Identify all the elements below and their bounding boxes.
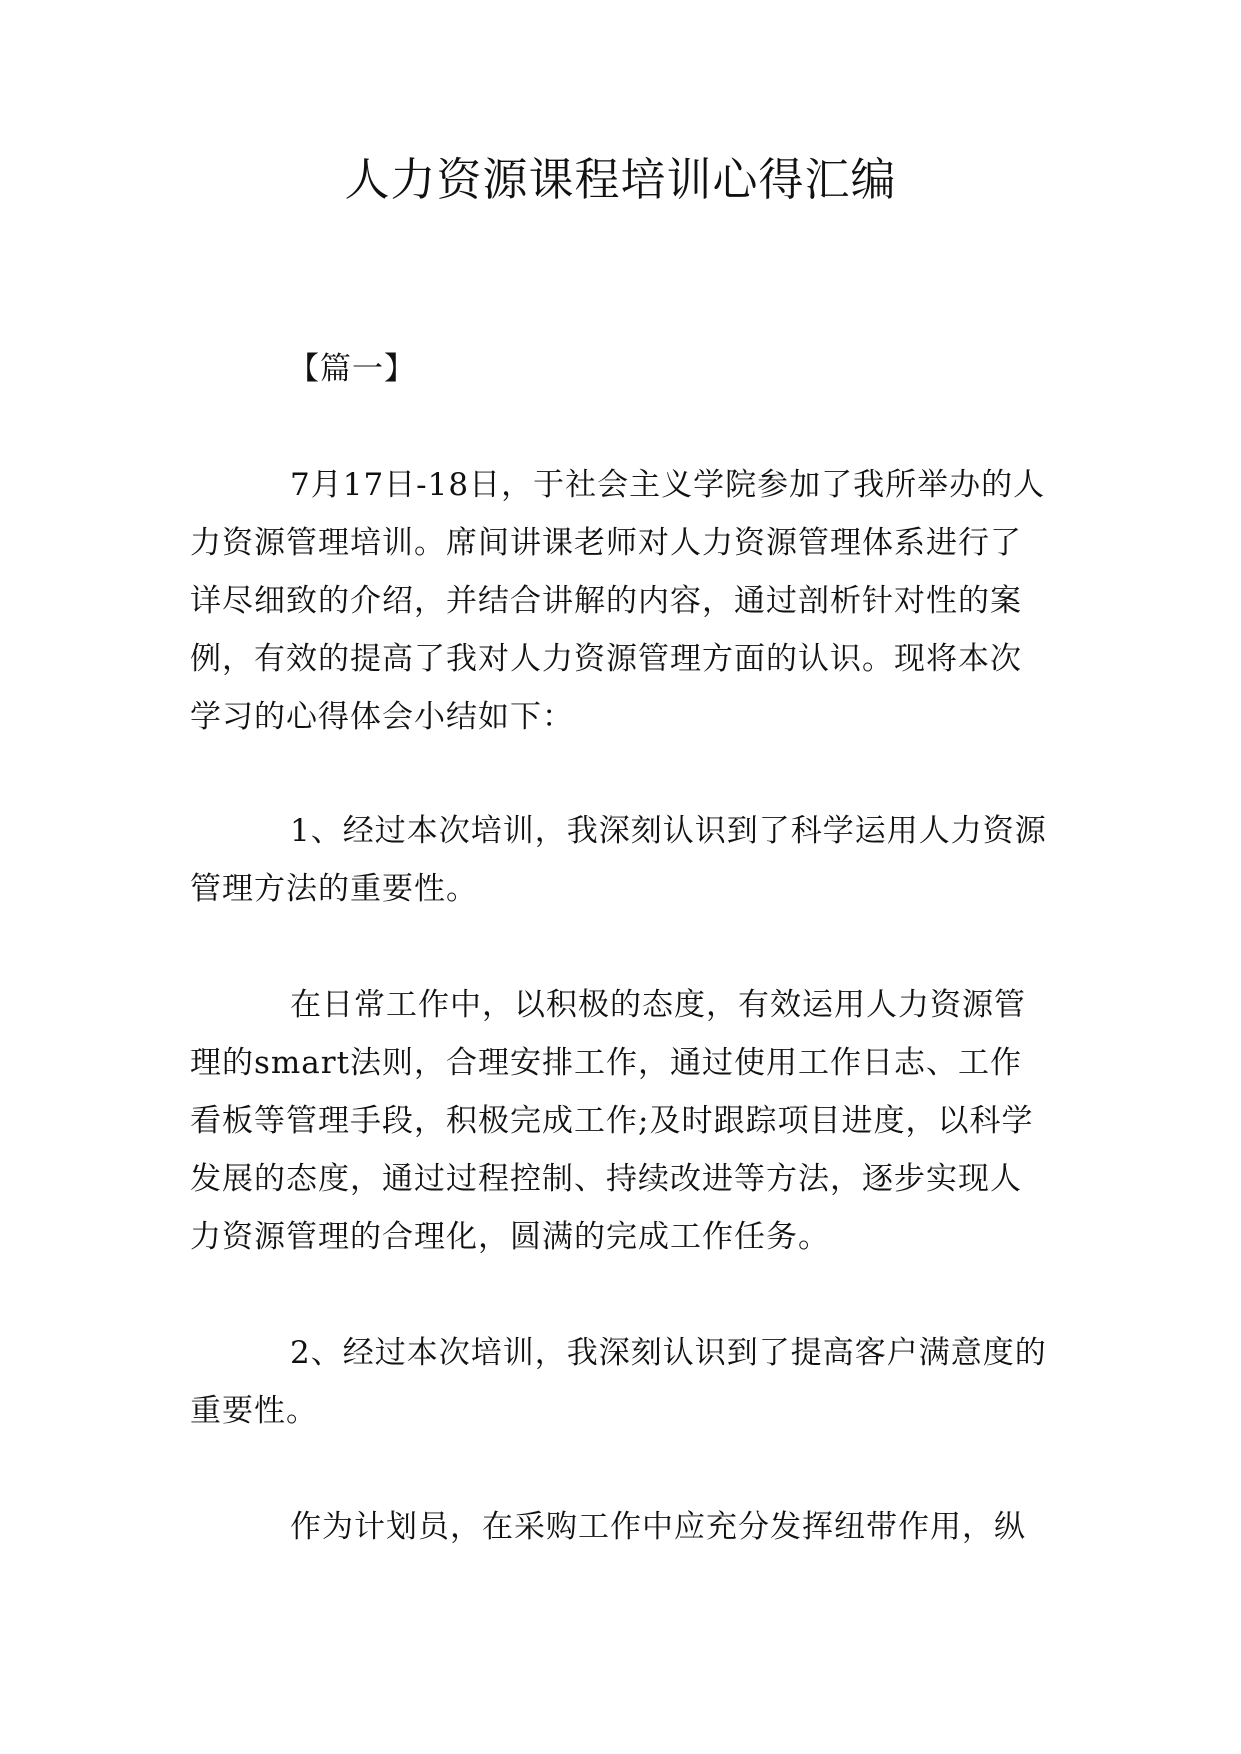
paragraph-4: 2、经过本次培训，我深刻认识到了提高客户满意度的重要性。	[190, 1335, 1047, 1429]
paragraph-3: 在日常工作中，以积极的态度，有效运用人力资源管理的smart法则，合理安排工作，通过使用工作日志、工作看板等管理手段，积极完成工作;及时跟踪项目进度，以科学发展的态度，通过过程控制、持续改进等方法，逐步实现人力资源管理的合理化，圆满的完成工作任务。	[190, 987, 1034, 1255]
section-label: 【篇一】	[288, 351, 416, 387]
paragraph-2: 1、经过本次培训，我深刻认识到了科学运用人力资源管理方法的重要性。	[190, 813, 1047, 907]
paragraph-1: 7月17日-18日，于社会主义学院参加了我所举办的人力资源管理培训。席间讲课老师对人力资源管理体系进行了详尽细致的介绍，并结合讲解的内容，通过剖析针对性的案例，有效的提高了我对人力资源管理方面的认识。现将本次学习的心得体会小结如下：	[190, 467, 1046, 735]
paragraph-5: 作为计划员，在采购工作中应充分发挥纽带作用，纵	[290, 1509, 1026, 1545]
document-title: 人力资源课程培训心得汇编	[344, 153, 897, 206]
